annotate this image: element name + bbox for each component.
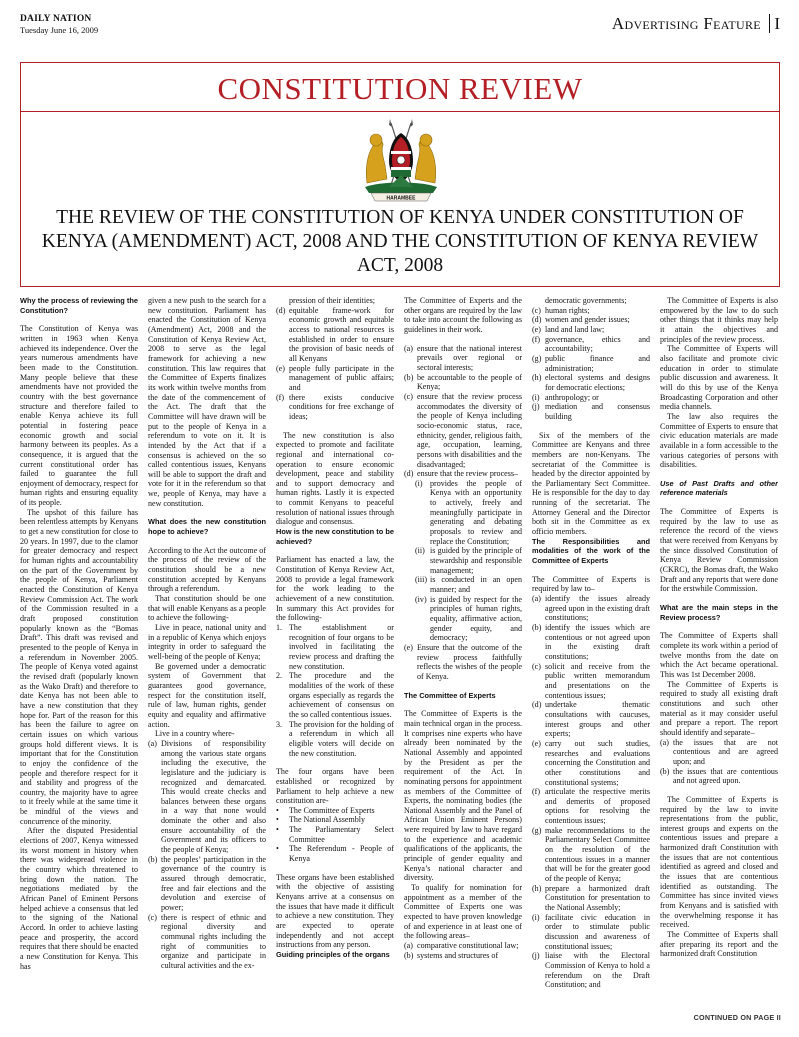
paragraph: Live in peace, national unity and in a republic of Kenya which enjoys integrity in order to safeguard the well-being of the people of Kenya; xyxy=(148,623,266,661)
list-item-text: systems and structures of xyxy=(417,950,499,960)
list-item xyxy=(276,364,394,393)
list-item-text: anthropology; or xyxy=(545,392,599,402)
list-item xyxy=(276,815,394,825)
list-marker: • xyxy=(276,815,279,825)
paragraph: The Committee of Experts is required by law to– xyxy=(532,574,650,594)
continued-notice: CONTINUED ON PAGE II xyxy=(693,1013,781,1022)
paragraph: According to the Act the outcome of the process of the review of the constitution should be a new constitution accepted by Kenyans through a referendum. xyxy=(148,545,266,594)
list-item-text: the issues that are contentious and not agreed upon. xyxy=(673,766,778,786)
list-item-text: governance, ethics and accountability; xyxy=(545,334,650,354)
list-item-text: prepare a harmonized draft Constitution for presentation to the National Assembly; xyxy=(545,883,650,913)
paragraph: Be governed under a democratic system of Government that guarantees good governance, respect for the constitution itself, rule of law, human rights, gender equity and equality and affirmative action. xyxy=(148,661,266,729)
list-item-text: The National Assembly xyxy=(289,815,365,825)
paragraph: The new constitution is also expected to promote and facilitate regional and international co-operation to ensure economic development, peace and stability and to support democracy and human rights. Lastly it is expected to commit Kenyans to peaceful resolution of national issues through dialogue and consensus. xyxy=(276,430,394,527)
list-item-text: The Referendum - People of Kenya xyxy=(289,844,394,864)
section-heading: What are the main steps in the Review process? xyxy=(660,603,778,622)
list-item xyxy=(276,393,394,422)
list-item-text: make recommendations to the Parliamentary Select Committee on the resolution of the contentious issues in a manner that will be for the greater good of the people of Kenya; xyxy=(545,825,650,884)
list-marker: (h) xyxy=(532,373,542,383)
list-item xyxy=(532,306,650,316)
paragraph: Six of the members of the Committee are Kenyans and three members are non-Kenyans. The secretariat of the Committee is headed by the director appointed by the Parliamentary Sect Committee. He is responsible for the day to day running of the secretariat. The Attorney General and the Director both sit in the Committee as ex officio members. xyxy=(532,430,650,537)
list-item-text: pression of their identities; xyxy=(289,296,376,305)
list-item xyxy=(532,335,650,354)
list-item xyxy=(404,344,522,373)
article-list xyxy=(276,296,394,422)
list-item xyxy=(276,806,394,816)
list-item-text: people fully participate in the management of public affairs; and xyxy=(289,363,394,392)
list-item xyxy=(532,826,650,884)
list-marker: (d) xyxy=(532,700,542,710)
section-label: Advertising Feature xyxy=(611,14,761,33)
list-item-text: ensure that the national interest prevails over regional or sectoral interests; xyxy=(417,343,522,372)
list-item-text: The Committee of Experts xyxy=(289,805,375,815)
list-item xyxy=(532,354,650,373)
list-marker: (f) xyxy=(532,334,541,344)
paragraph: These organs have been established with the objective of assisting Kenyans arrive at a consensus on the issues that have made it difficult to achieve a new constitution. They are expected to operate independently and not accept instructions from any person. xyxy=(276,872,394,950)
list-marker: (c) xyxy=(532,661,541,671)
section-heading: Guiding principles of the organs xyxy=(276,950,390,959)
list-item-text: there exists conducive conditions for free exchange of ideas; xyxy=(289,392,394,421)
list-item-text: identify the issues already agreed upon in the existing draft constitutions; xyxy=(545,594,650,623)
paragraph: That constitution should be one that will enable Kenyans as a people to achieve the following- xyxy=(148,594,266,623)
list-marker: (d) xyxy=(276,305,286,315)
emblem-motto: HARAMBEE xyxy=(386,195,416,202)
paragraph: Live in a country where- xyxy=(155,729,235,739)
list-marker: • xyxy=(276,805,279,815)
list-marker: 3. xyxy=(276,719,283,729)
article-column-5 xyxy=(532,296,650,1010)
list-marker: • xyxy=(276,825,279,835)
list-marker: (d) xyxy=(404,469,414,479)
list-item xyxy=(276,844,394,863)
list-item-text: articulate the respective merits and demerits of proposed options for resolving the contentious issues; xyxy=(545,787,650,826)
list-item-text: is guided by the principle of stewardship and responsible management; xyxy=(430,546,522,575)
list-item xyxy=(532,662,650,701)
list-item xyxy=(532,315,650,325)
article-column-3 xyxy=(276,296,394,1010)
article-list xyxy=(404,344,522,682)
article-list xyxy=(532,296,650,422)
list-item xyxy=(532,623,650,662)
list-item xyxy=(148,855,266,913)
paragraph: The upshot of this failure has been relentless attempts by Kenyans to get a new constitution for close to 20 years. In 1997, due to the clamor for greater democracy and respect for human rights and accountability on the part of the Government by the people of Kenya, Parliament enacted the Constitution of Kenya Review Commission Act. The work of the Commission resulted in a draft proposed constitution popularly known as the “Bomas Draft”. This draft was revised and presented to the people of Kenya in a referendum in November 2005. The people of Kenya voted against the revised draft (popularly known as the Wako Draft) and therefore to date Kenya has not been able to have a new constitution that they hope for. Part of the reason for this has been the failure to agree on certain issues on which various groups hold different views. It is important that for the Constitution to enjoy the confidence of the people and therefore respect for it and stability and progress of the country, the majority have to agree to it freely while at the same time it be mindful of the views and concurrence of the minority. xyxy=(20,507,138,826)
list-item-text: The Parliamentary Select Committee xyxy=(289,825,394,844)
list-marker: (i) xyxy=(415,478,423,488)
article-body xyxy=(20,296,780,1010)
list-item-text: The procedure and the modalities of the work of these organs especially as regards the achievement of consensus on the so called contentious issues. xyxy=(289,671,394,719)
list-item-text: be accountable to the people of Kenya; xyxy=(417,372,522,392)
article-column-6 xyxy=(660,296,778,1010)
issue-date: Tuesday June 16, 2009 xyxy=(20,25,99,35)
section-heading: The Responsibilities and modalities of the work of the Committee of Experts xyxy=(532,536,650,566)
list-item xyxy=(404,951,522,961)
article-list xyxy=(404,941,522,960)
kenya-coat-of-arms-icon xyxy=(361,113,441,203)
paragraph: given a new push to the search for a new constitution. Parliament has enacted the Constitution of Kenya (Amendment) Act, 2008 and the Constitution of Kenya Review Act, 2008 to serve as the legal framework for achieving a new constitution. This law requires that the Committee of Experts finalizes its work within twelve months from the date of the commencement of the Act. The draft that the Committee will have drawn will be put to the people of Kenya in a referendum to vote on it. It is intended by the Act that if a consensus is achieved on the so called contentious issues, Kenyans will be able to support the draft and vote for it in the referendum so that we, people of Kenya, may have a new constitution. xyxy=(148,296,266,508)
list-item-text: is conducted in an open manner; and xyxy=(430,575,522,595)
paragraph: The Committee of Experts and the other organs are required by the law to take into account the following as guidelines in their work. xyxy=(404,296,522,334)
list-item xyxy=(276,296,394,306)
list-marker: (j) xyxy=(532,951,540,961)
article-column-4 xyxy=(404,296,522,1010)
list-item-text: the peoples’ participation in the governance of the country is assured through democratic, free and fair elections and the devolution and exercise of power; xyxy=(161,854,266,913)
list-item-text: The establishment or recognition of four organs to be involved in facilitating the review process and drafting the new constitution. xyxy=(289,623,394,671)
list-marker: (a) xyxy=(404,343,413,353)
list-item xyxy=(276,720,394,759)
list-item-text: The provision for the holding of a referendum in which all eligible voters will decide on the new constitution. xyxy=(289,719,394,758)
list-item-text: women and gender issues; xyxy=(545,315,630,325)
section-header xyxy=(612,14,780,34)
article-list xyxy=(532,594,650,990)
list-item-text: electoral systems and designs for democratic elections; xyxy=(545,373,650,392)
list-item-text: solicit and receive from the public written memorandum and presentations on the contentious issues; xyxy=(545,661,650,700)
article-list xyxy=(660,738,778,786)
list-marker: (f) xyxy=(276,392,285,402)
list-item xyxy=(276,306,394,364)
section-heading: What does the new constitution hope to achieve? xyxy=(148,517,266,537)
list-marker: (e) xyxy=(532,738,541,748)
list-item-text: public finance and administration; xyxy=(545,353,650,373)
banner-divider xyxy=(21,111,779,112)
list-item-text: the issues that are not contentious and are agreed upon; and xyxy=(673,737,778,766)
list-item xyxy=(660,767,778,786)
list-marker: (iv) xyxy=(415,594,427,604)
list-item xyxy=(404,941,522,951)
list-item-text: Divisions of responsibility among the various state organs including the executive, the legislature and the judiciary is recognized and demarcated. This would create checks and balances between these organs in a way that none would dominate the other and also ensure accountability of the Government and its officers to the people of Kenya; xyxy=(161,738,266,855)
list-marker: (b) xyxy=(532,623,542,632)
list-item xyxy=(148,739,266,855)
list-item xyxy=(532,739,650,787)
list-item-text: mediation and consensus building xyxy=(545,402,650,421)
section-heading: The Committee of Experts xyxy=(404,690,496,700)
masthead xyxy=(20,14,780,44)
list-item xyxy=(276,671,394,719)
list-item-text: undertake thematic consultations with caucuses, interest groups and other experts; xyxy=(545,700,650,739)
list-item-text: comparative constitutional law; xyxy=(417,941,519,950)
article-column-2 xyxy=(148,296,266,1010)
list-item xyxy=(404,469,522,479)
list-item xyxy=(532,296,650,306)
list-item xyxy=(532,373,650,392)
article-list xyxy=(276,623,394,758)
list-item-text: provides the people of Kenya with an opportunity to actively, freely and meaningfully participate in generating and debating proposals to review and replace the Constitution; xyxy=(430,478,522,546)
list-item-text: carry out such studies, researches and evaluations concerning the Constitution and other constitutions and constitutional systems; xyxy=(545,738,650,787)
feature-headline: THE REVIEW OF THE CONSTITUTION OF KENYA UNDER CONSTITUTION OF KENYA (AMENDMENT) ACT, 2008 AND THE CONSTITUTION OF KENYA REVIEW ACT, 2008 xyxy=(41,207,759,276)
list-marker: (g) xyxy=(532,825,542,835)
list-marker: (e) xyxy=(532,324,541,334)
list-marker: (h) xyxy=(532,883,542,893)
page-number: I xyxy=(769,14,780,33)
list-marker: (g) xyxy=(532,353,542,363)
list-marker: (j) xyxy=(532,402,540,412)
list-item xyxy=(532,325,650,335)
paragraph: The Committee of Experts is the main technical organ in the process. It comprises nine experts who have already been nominated by the National Assembly and appointed by the President as per the requirement of the Act. In nominating persons for appointment as members of the Committee of Experts, the nominating bodies (the National Assembly and the Panel of African Union Eminent Persons) were required by law to have regard to the experience and academic qualifications of the applicants, the principle of gender equality and Kenya’s national character and diversity. xyxy=(404,709,522,883)
list-item-text: Ensure that the outcome of the review process faithfully reflects the wishes of the people of Kenya. xyxy=(417,642,522,681)
feature-banner xyxy=(20,62,780,287)
list-item-text: ensure that the review process accommodates the diversity of the people of Kenya including socio-economic status, race, ethnicity, gender, religious faith, age, occupation, learning, persons with disabilities and the disadvantaged; xyxy=(417,391,522,469)
list-item xyxy=(148,913,266,971)
section-heading: Why the process of reviewing the Constitution? xyxy=(20,296,138,315)
list-marker: (e) xyxy=(276,363,285,373)
list-marker: (c) xyxy=(532,305,541,315)
list-marker: (b) xyxy=(660,766,670,776)
list-marker: • xyxy=(276,844,279,854)
paragraph: After the disputed Presidential elections of 2007, Kenya witnessed its worst moment in history when there was widespread violence in the country which threatened to bring down the nation. The negotiations mediated by the African Panel of Eminent Persons helped achieve a consensus that led to the signing of the National Accord. In order to achieve lasting peace and prosperity, the accord requires that there should be enacted a new Constitution for Kenya. This has xyxy=(20,826,138,971)
list-item xyxy=(276,825,394,844)
list-item xyxy=(532,700,650,739)
list-item xyxy=(532,393,650,403)
newspaper-name: DAILY NATION xyxy=(20,14,92,24)
list-item xyxy=(532,884,650,913)
article-list xyxy=(276,806,394,864)
list-marker: (b) xyxy=(404,372,414,382)
list-marker: (e) xyxy=(404,642,413,652)
article-list xyxy=(148,739,266,971)
banner-title: CONSTITUTION REVIEW xyxy=(217,71,583,106)
list-marker: 2. xyxy=(276,671,283,681)
paragraph: The Committee of Experts is required by the law to invite representations from the public, interest groups and experts on the contentious issues and prepare a harmonized draft Constitution with the issues that are not contentious identified as agreed and closed and the issues that are contentious identified as outstanding. The Committee has since invited views from Kenyans and is satisfied with the overwhelming response it has received. xyxy=(660,794,778,930)
article-column-1 xyxy=(20,296,138,1010)
list-item xyxy=(532,951,650,990)
list-item-text: democratic governments; xyxy=(545,296,627,305)
paragraph: The law also requires the Committee of Experts to ensure that civic education materials are made available in a form accessible to the various categories of persons with disabilities. xyxy=(660,411,778,470)
paragraph: To qualify for nomination for appointment as a member of the Committee of Experts one was expected to have proven knowledge of and experience in at least one of the following areas– xyxy=(404,883,522,941)
paragraph: The Constitution of Kenya was written in 1963 when Kenya achieved its independence. Over the years numerous amendments have been made to the Constitution. Many people believe that these amendments have not provided the country with the best governance structure and therefore failed to enable Kenya achieve its full potential in fostering peace economic growth and social harmony between its peoples. As a consequence, it is argued that the current constitutional order has failed to guarantee the full enjoyment of democracy, respect for human rights and ensuring equality of its people. xyxy=(20,324,138,508)
paragraph: The Committee of Experts shall complete its work within a period of twelve months from the date on which the Act became operational. This was 1st December 2008. xyxy=(660,631,778,679)
list-marker: (b) xyxy=(148,854,158,864)
paragraph: The Committee of Experts will also facilitate and promote civic education in order to stimulate public discussion and awareness. It will do this by use of the Kenya Broadcasting Corporation and other media channels. xyxy=(660,344,778,412)
list-item-text: equitable frame-work for economic growth and equitable access to national resources is established in order to ensure the provision of basic needs of all Kenyans xyxy=(289,305,394,363)
list-item-text: is guided by respect for the principles of human rights, equality, affirmative action, gender equity, and democracy; xyxy=(430,594,522,643)
list-marker: (a) xyxy=(660,737,669,747)
list-item xyxy=(404,392,522,469)
list-item xyxy=(532,594,650,623)
list-item xyxy=(276,623,394,671)
list-item-text: identify the issues which are contentious or not agreed upon in the existing draft constitutions; xyxy=(545,623,650,661)
list-marker: (c) xyxy=(404,391,413,401)
list-marker: (a) xyxy=(532,594,541,604)
section-heading: How is the new constitution to be achieved? xyxy=(276,527,394,546)
paragraph: The four organs have been established or recognized by Parliament to help achieve a new constitution are- xyxy=(276,767,394,806)
list-item xyxy=(404,479,522,547)
list-item-text: facilitate civic education in order to stimulate public discussion and awareness of constitutional issues; xyxy=(545,912,650,951)
list-item xyxy=(404,595,522,643)
list-marker: (i) xyxy=(532,912,540,922)
list-item xyxy=(404,575,522,594)
list-marker: (d) xyxy=(532,315,542,325)
list-marker: (i) xyxy=(532,392,540,402)
list-item xyxy=(404,546,522,575)
section-heading: Use of Past Drafts and other reference materials xyxy=(660,478,778,498)
list-item xyxy=(532,402,650,421)
list-marker: 1. xyxy=(276,623,283,632)
paragraph: Parliament has enacted a law, the Constitution of Kenya Review Act, 2008 to provide a legal framework for the work leading to the achievement of a new constitution. In summary this Act provides for the following- xyxy=(276,555,394,623)
list-item xyxy=(404,643,522,682)
list-item xyxy=(532,787,650,826)
list-marker: (c) xyxy=(148,912,157,922)
list-marker: (a) xyxy=(148,738,157,748)
list-item-text: human rights; xyxy=(545,305,590,315)
list-marker: (b) xyxy=(404,950,414,960)
list-item xyxy=(404,373,522,392)
list-marker: (a) xyxy=(404,941,413,950)
paragraph: The Committee of Experts is also empowered by the law to do such other things that it thinks may help it attain the objectives and principles of the review process. xyxy=(660,296,778,344)
list-item xyxy=(660,738,778,767)
list-item-text: liaise with the Electoral Commission of Kenya to hold a referendum on the Draft Constitution; and xyxy=(545,951,650,990)
list-marker: (f) xyxy=(532,787,541,797)
list-marker: (iii) xyxy=(415,575,428,585)
list-item-text: there is respect of ethnic and regional diversity and communal rights including the right of communities to organize and participate in cultural activities and the ex- xyxy=(161,912,266,970)
list-item-text: land and land law; xyxy=(545,324,605,334)
paragraph: The Committee of Experts is required to study all existing draft constitutions and such other material as it may consider useful and prepare a report. The report should identify and separate– xyxy=(660,679,778,737)
list-item-text: ensure that the review process– xyxy=(417,469,518,479)
list-marker: (ii) xyxy=(415,546,425,556)
paragraph: The Committee of Experts shall after preparing its report and the harmonized draft Constitution xyxy=(660,930,778,959)
paragraph: The Committee of Experts is required by the law to use as reference the record of the views that were received from Kenyans by the since dissolved Constitution of Kenya Review Commission (CKRC), the Bomas draft, the Wako Draft and any reports that were done for the erstwhile Commission. xyxy=(660,507,778,594)
list-item xyxy=(532,913,650,952)
